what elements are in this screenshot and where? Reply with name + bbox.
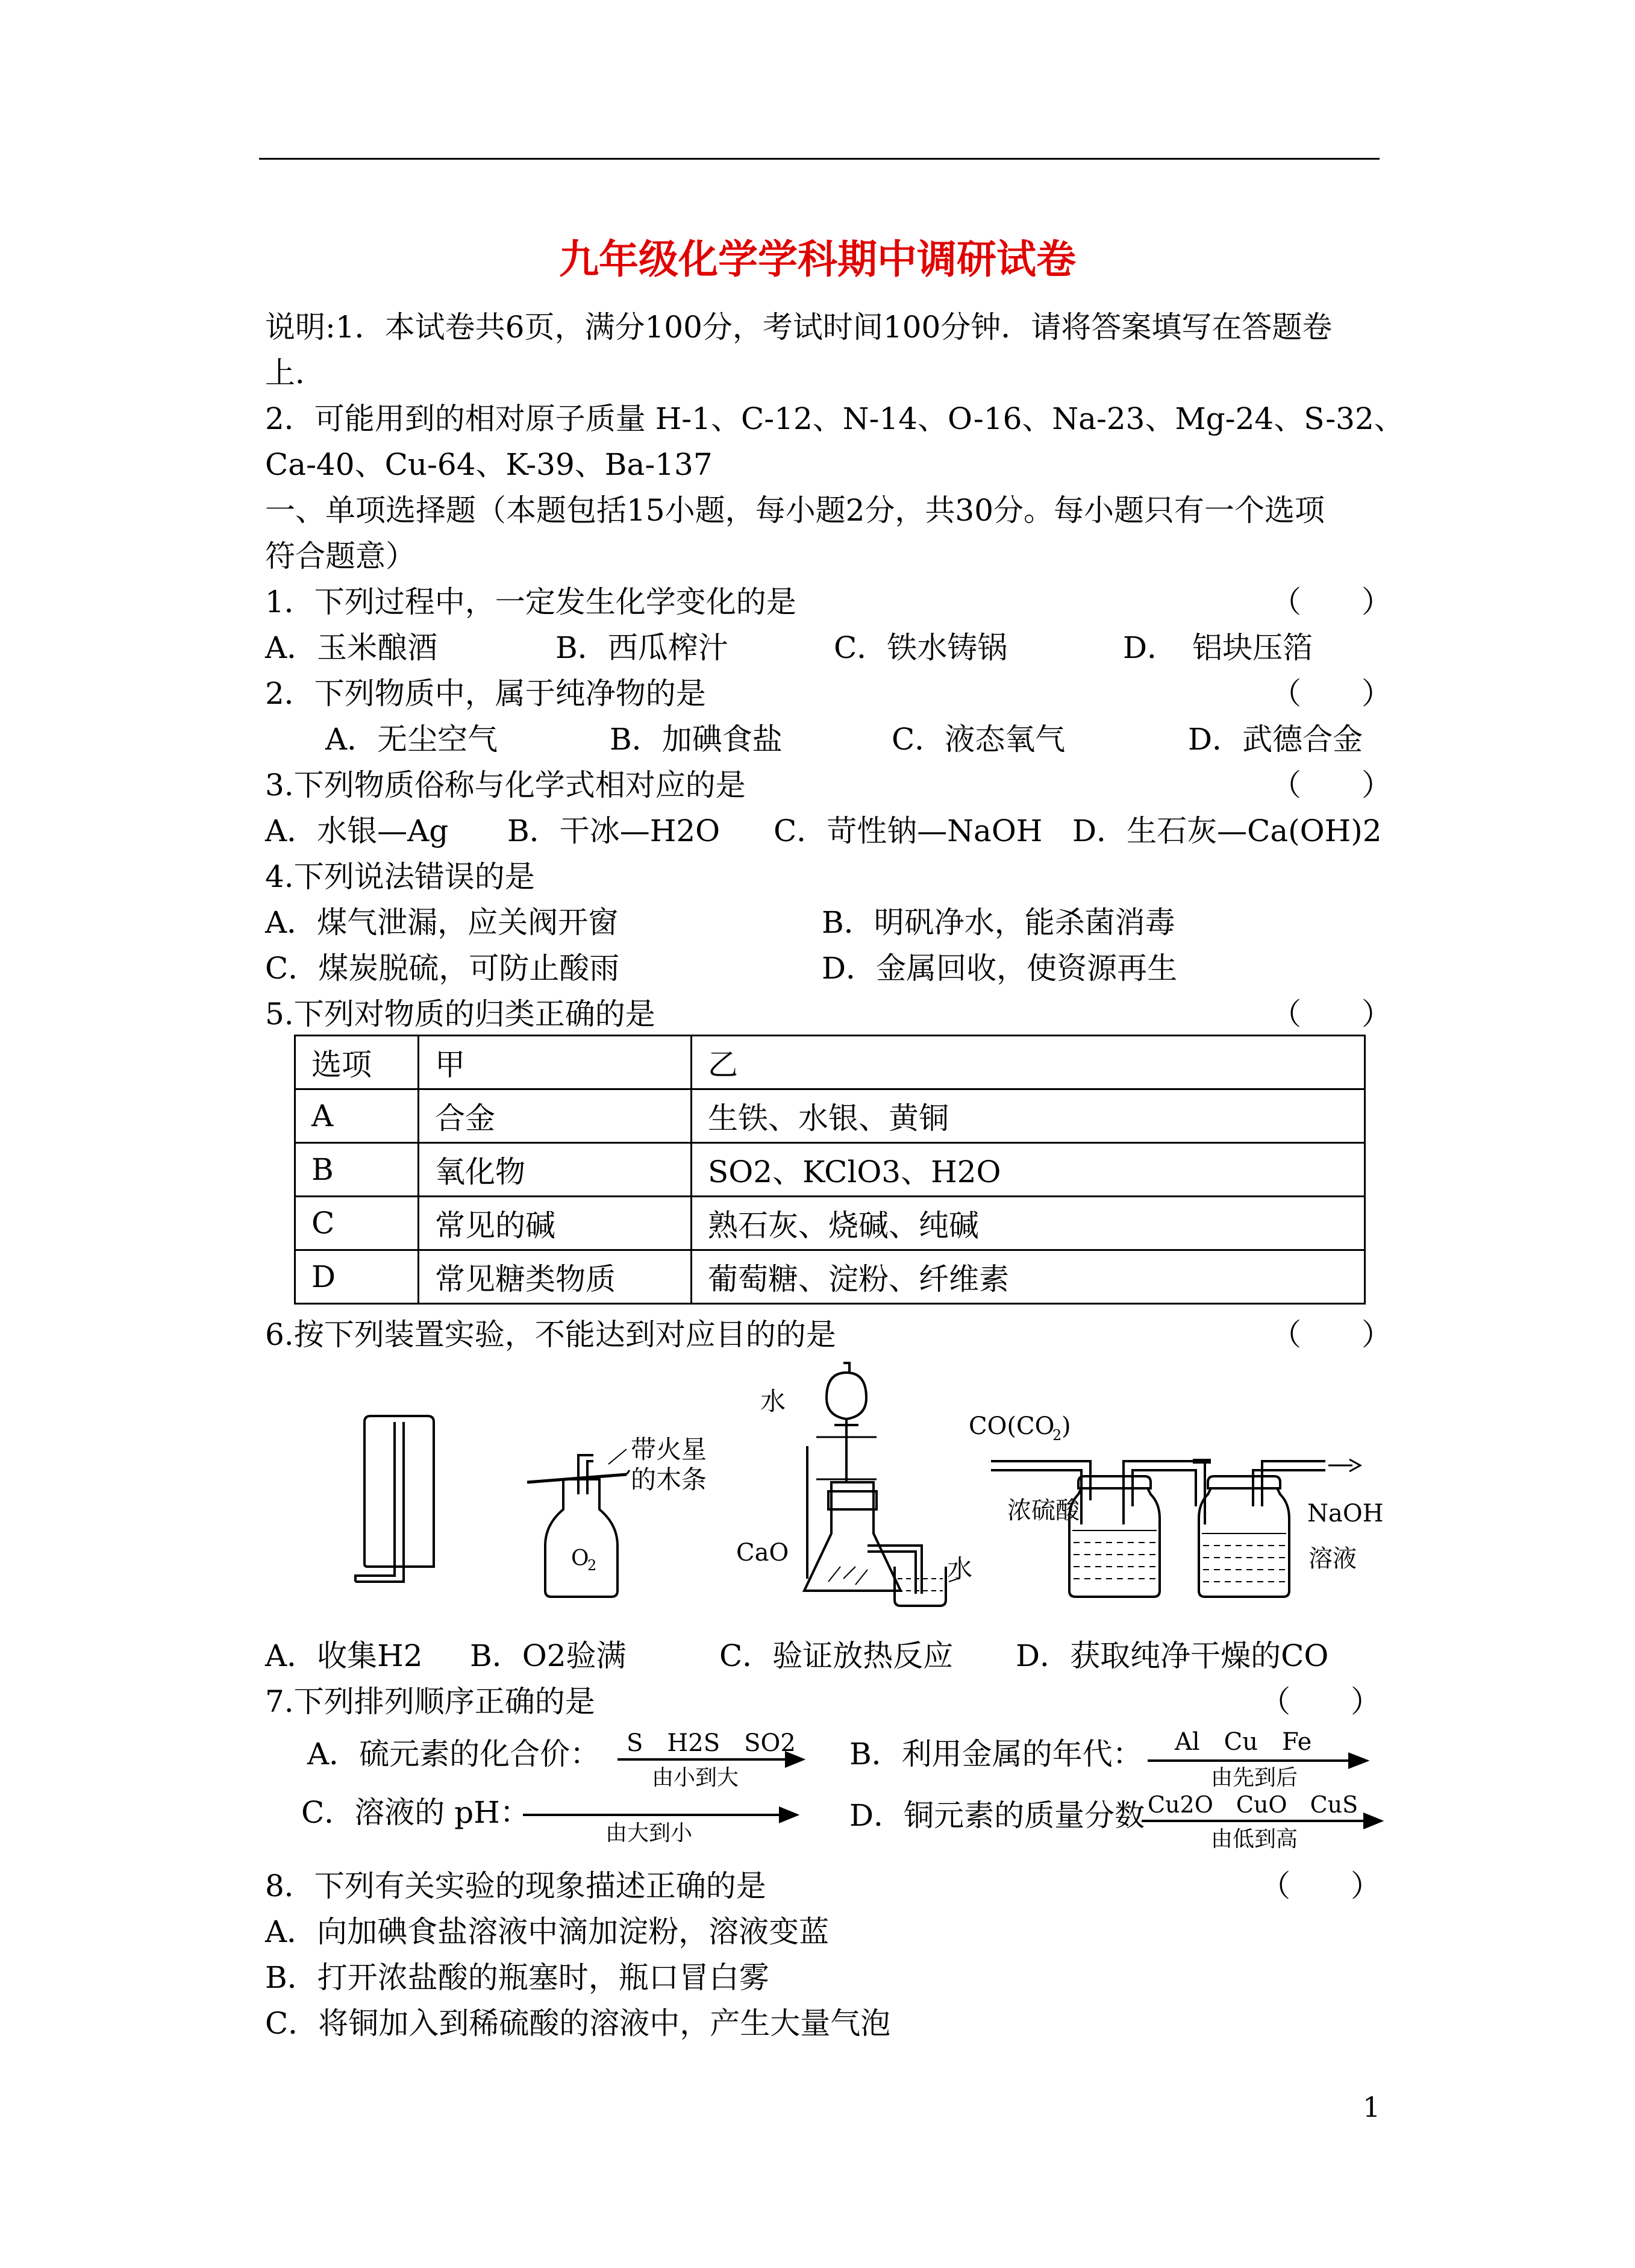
q8-option-c: C．将铜加入到稀硫酸的溶液中，产生大量气泡 [265,2006,891,2041]
q4-option-b: B．明矾净水，能杀菌消毒 [822,905,1175,940]
q1-option-c: C．铁水铸锅 [834,630,1008,665]
arrow-c-head [780,1808,796,1822]
q3-answer-paren: （ ） [1271,768,1392,803]
table-cell: A [295,1089,419,1143]
q1-option-d: D． 铝块压箔 [1123,630,1313,665]
o2-subscript: 2 [587,1557,597,1574]
q6-answer-paren: （ ） [1271,1317,1392,1352]
q8-option-a: A．向加碘食盐溶液中滴加淀粉，溶液变蓝 [265,1914,830,1949]
q8-answer-paren: （ ） [1260,1869,1381,1903]
table-cell: 合金 [419,1089,692,1143]
splint-label-2: 的木条 [631,1465,707,1494]
header-rule [259,158,1380,160]
table-cell: B [295,1143,419,1197]
q4-option-c: C．煤炭脱硫，可防止酸雨 [265,951,620,986]
q2-option-a: A．无尘空气 [325,722,498,757]
q7-b-bottom: 由先到后 [1211,1765,1298,1790]
splint-label-1: 带火星 [631,1435,707,1464]
q1-answer-paren: （ ） [1271,584,1392,619]
q3-option-b: B．干冰—H2O [507,813,721,848]
section-heading-2: 符合题意） [265,539,416,574]
table-cell: C [295,1197,419,1250]
solution-label: 溶液 [1308,1545,1357,1573]
q7-d-bottom: 由低到高 [1211,1827,1298,1852]
table-cell: 生铁、水银、黄铜 [692,1089,1365,1143]
co-label-end: ) [1061,1412,1071,1440]
q2-option-b: B．加碘食盐 [610,722,783,757]
inverted-bottle-icon [355,1416,434,1582]
arrow-b-head [1349,1754,1366,1767]
q1-option-b: B．西瓜榨汁 [555,630,728,665]
table-row [295,1250,1365,1304]
q7-option-d: D．铜元素的质量分数 [849,1798,1145,1833]
q2-option-d: D．武德合金 [1188,722,1363,757]
page-number: 1 [1363,2091,1381,2123]
table-cell: 乙 [692,1036,1365,1089]
q4-stem: 4.下列说法错误的是 [265,859,535,894]
table-cell: 选项 [295,1036,419,1089]
wash-bottles-icon [991,1459,1360,1597]
q7-a-bottom: 由小到大 [652,1765,739,1790]
notes-line-4: Ca-40、Cu-64、K-39、Ba-137 [265,447,713,482]
q6-option-a: A．收集H2 [265,1638,423,1673]
notes-line-1: 说明:1．本试卷共6页，满分100分，考试时间100分钟．请将答案填写在答题卷 [265,310,1333,345]
q1-stem: 1．下列过程中，一定发生化学变化的是 [265,584,796,619]
q7-answer-paren: （ ） [1260,1684,1381,1719]
q7-option-b: B．利用金属的年代： [849,1737,1143,1771]
table-cell: SO2、KClO3、H2O [692,1143,1365,1197]
q5-stem: 5.下列对物质的归类正确的是 [265,997,655,1032]
table-row [295,1036,1365,1089]
table-row [295,1143,1365,1197]
sulfuric-acid-label: 浓硫酸 [1007,1497,1080,1524]
q2-stem: 2．下列物质中，属于纯净物的是 [265,676,706,711]
table-cell: 常见糖类物质 [419,1250,692,1304]
oxygen-bottle-icon [527,1455,630,1597]
q7-stem: 7.下列排列顺序正确的是 [265,1684,595,1719]
page-title: 九年级化学学科期中调研试卷 [559,236,1076,283]
q4-option-a: A．煤气泄漏，应关阀开窗 [265,905,619,940]
table-cell: 氧化物 [419,1143,692,1197]
q8-option-b: B．打开浓盐酸的瓶塞时，瓶口冒白雾 [265,1960,769,1995]
q1-option-a: A．玉米酿酒 [265,630,438,665]
q2-option-c: C．液态氧气 [892,722,1066,757]
q3-stem: 3.下列物质俗称与化学式相对应的是 [265,768,746,803]
co-label: CO(CO [969,1412,1055,1440]
q5-table [294,1035,1366,1305]
q7-option-c: C．溶液的 pH： [301,1795,530,1830]
q8-stem: 8．下列有关实验的现象描述正确的是 [265,1869,766,1903]
q7-b-top: Al Cu Fe [1175,1728,1312,1756]
table-cell: 甲 [419,1036,692,1089]
flask-apparatus-icon [804,1363,958,1606]
table-row [295,1197,1365,1250]
funnel-water-label: 水 [760,1386,786,1416]
q6-stem: 6.按下列装置实验，不能达到对应目的的是 [265,1317,836,1352]
table-cell: D [295,1250,419,1304]
q7-a-top: S H2S SO2 [627,1729,796,1757]
table-row [295,1089,1365,1143]
notes-line-3: 2．可能用到的相对原子质量 H-1、C-12、N-14、O-16、Na-23、Mg-24、S-32、 [265,401,1404,436]
q6-apparatus-figure [0,1362,1635,1621]
q3-option-a: A．水银—Ag [265,813,449,848]
beaker-water-label: 水 [947,1554,973,1584]
co2-subscript: 2 [1052,1427,1062,1444]
q5-answer-paren: （ ） [1271,997,1392,1032]
q6-option-c: C．验证放热反应 [719,1638,954,1673]
q3-option-d: D．生石灰—Ca(OH)2 [1072,813,1382,848]
q6-option-b: B．O2验满 [470,1638,627,1673]
notes-line-2: 上． [265,356,325,390]
section-heading-1: 一、单项选择题（本题包括15小题，每小题2分，共30分。每小题只有一个选项 [265,493,1325,528]
cao-label: CaO [736,1539,789,1567]
o2-label: O [571,1546,589,1571]
table-cell: 熟石灰、烧碱、纯碱 [692,1197,1365,1250]
q2-answer-paren: （ ） [1271,676,1392,711]
q7-option-a: A．硫元素的化合价： [307,1737,601,1771]
q3-option-c: C．苛性钠—NaOH [774,813,1043,848]
q7-order-arrows [0,1711,1635,1856]
arrow-d-head [1365,1814,1381,1828]
table-cell: 葡萄糖、淀粉、纤维素 [692,1250,1365,1304]
q6-option-d: D．获取纯净干燥的CO [1016,1638,1329,1673]
q7-d-top: Cu2O CuO CuS [1148,1791,1358,1818]
naoh-label: NaOH [1307,1500,1384,1527]
table-cell: 常见的碱 [419,1197,692,1250]
q4-option-d: D．金属回收，使资源再生 [822,951,1178,986]
q7-c-bottom: 由大到小 [605,1821,693,1846]
